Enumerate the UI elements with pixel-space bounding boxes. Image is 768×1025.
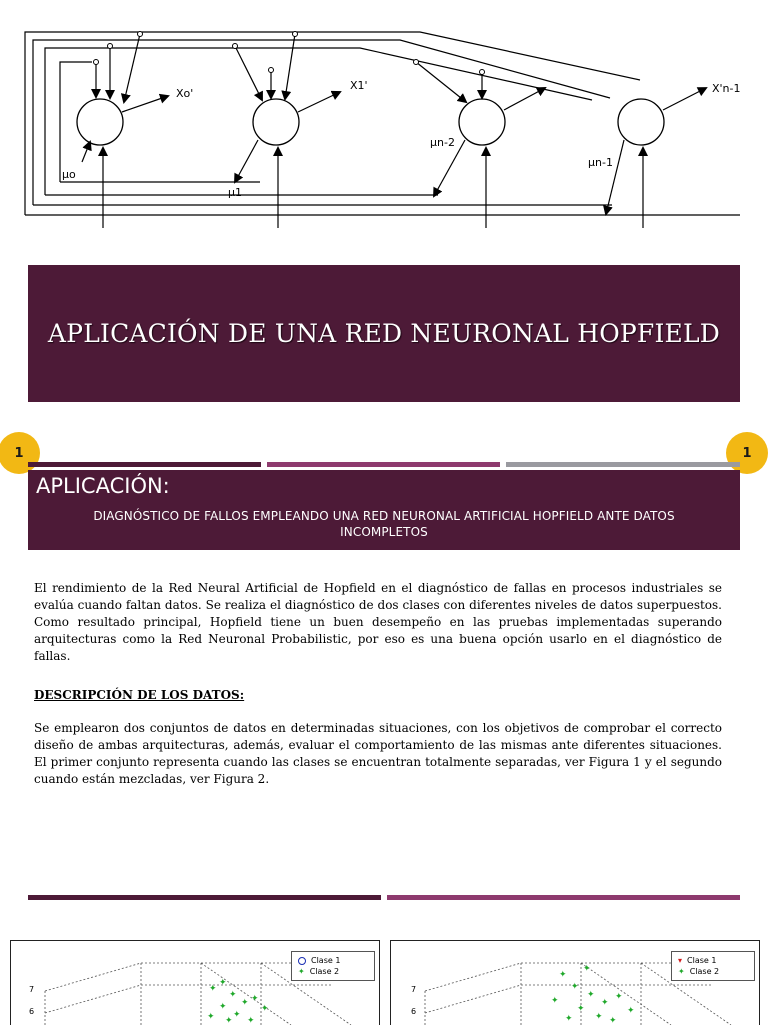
page-title: APLICACIÓN DE UNA RED NEURONAL HOPFIELD (47, 319, 721, 348)
svg-text:✦: ✦ (601, 998, 609, 1008)
neuron-0 (77, 99, 123, 145)
neuron-n-1 (618, 99, 664, 145)
bottom-divider-left (28, 895, 381, 900)
slide-number-right: 1 (726, 432, 768, 474)
legend-clase1: Clase 1 (311, 956, 341, 965)
neuron-n-2 (459, 99, 505, 145)
svg-text:✦: ✦ (261, 1004, 269, 1014)
clase2-marker-icon: ✦ (678, 967, 685, 976)
divider-gray (506, 462, 740, 467)
svg-text:✦: ✦ (571, 982, 579, 992)
mu-label-n-1: μn-1 (588, 156, 613, 169)
svg-text:✦: ✦ (251, 994, 259, 1004)
svg-text:✦: ✦ (551, 996, 559, 1006)
mu-label-1: μ1 (228, 186, 242, 199)
legend-clase1: Clase 1 (687, 956, 717, 965)
neuron-1 (253, 99, 299, 145)
svg-text:✦: ✦ (241, 998, 249, 1008)
figure-1-tick-6: 6 (29, 1007, 35, 1016)
svg-text:✦: ✦ (207, 1012, 215, 1022)
mu-label-n-2: μn-2 (430, 136, 455, 149)
clase1-marker-icon: ▾ (678, 956, 683, 965)
svg-text:✦: ✦ (247, 1016, 255, 1025)
svg-text:✦: ✦ (587, 990, 595, 1000)
slide-number-left: 1 (0, 432, 40, 474)
divider-mid (267, 462, 500, 467)
hopfield-network-diagram (0, 0, 768, 232)
bottom-divider-right (387, 895, 740, 900)
data-description-heading: DESCRIPCIÓN DE LOS DATOS: (34, 688, 245, 702)
svg-text:✦: ✦ (583, 964, 591, 974)
svg-text:✦: ✦ (229, 990, 237, 1000)
svg-text:✦: ✦ (219, 1002, 227, 1012)
svg-text:✦: ✦ (225, 1016, 233, 1025)
data-description-paragraph: Se emplearon dos conjuntos de datos en determinadas situaciones, con los objetivos de comprobar el correcto diseño de ambas arquitecturas, además, evaluar el comportamiento de las mismas ante diferentes situaciones. El primer conjunto representa cuando las clases se encuentran totalmente separadas, ver Figura 1 y el segundo cuando están mezcladas, ver Figura 2. (34, 721, 722, 786)
clase1-marker-icon (298, 957, 306, 965)
application-subtitle-line2: INCOMPLETOS (340, 525, 428, 539)
svg-text:✦: ✦ (577, 1004, 585, 1014)
figure-2-legend (671, 951, 755, 981)
mu-label-0: μo (62, 168, 76, 181)
output-label-0: Xo' (176, 87, 194, 100)
output-label-1: X1' (350, 79, 368, 92)
figure-1-tick-7: 7 (29, 985, 35, 994)
svg-text:✦: ✦ (595, 1012, 603, 1022)
output-label-n-1: X'n-1 (712, 82, 741, 95)
svg-text:✦: ✦ (609, 1016, 617, 1025)
svg-text:✦: ✦ (565, 1014, 573, 1024)
figure-2-tick-6: 6 (411, 1007, 417, 1016)
title-banner (28, 265, 740, 402)
svg-text:✦: ✦ (219, 978, 227, 988)
clase2-marker-icon: ✦ (298, 967, 305, 976)
figure-2-tick-7: 7 (411, 985, 417, 994)
application-subtitle-line1: DIAGNÓSTICO DE FALLOS EMPLEANDO UNA RED NEURONAL ARTIFICIAL HOPFIELD ANTE DATOS (93, 509, 675, 523)
figure-2 (390, 940, 760, 1025)
divider-dark (28, 462, 261, 467)
svg-text:✦: ✦ (209, 984, 217, 994)
svg-text:✦: ✦ (627, 1006, 635, 1016)
application-heading: APLICACIÓN: (36, 474, 170, 498)
legend-clase2: Clase 2 (689, 967, 720, 976)
application-subtitle (28, 508, 740, 540)
svg-text:✦: ✦ (559, 970, 567, 980)
svg-text:✦: ✦ (233, 1010, 241, 1020)
legend-clase2: Clase 2 (309, 967, 340, 976)
svg-text:✦: ✦ (615, 992, 623, 1002)
figure-1 (10, 940, 380, 1025)
intro-paragraph: El rendimiento de la Red Neural Artificial de Hopfield en el diagnóstico de fallas en procesos industriales se evalúa cuando faltan datos. Se realiza el diagnóstico de dos clases con diferentes niveles de datos superpuestos. Como resultado principal, Hopfield tiene un buen desempeño en las pruebas implementadas superando arquitecturas como la Red Neuronal Probabilistic, por eso es una buena opción usarlo en el diagnóstico de fallas. (34, 581, 722, 663)
figure-1-legend (291, 951, 375, 981)
